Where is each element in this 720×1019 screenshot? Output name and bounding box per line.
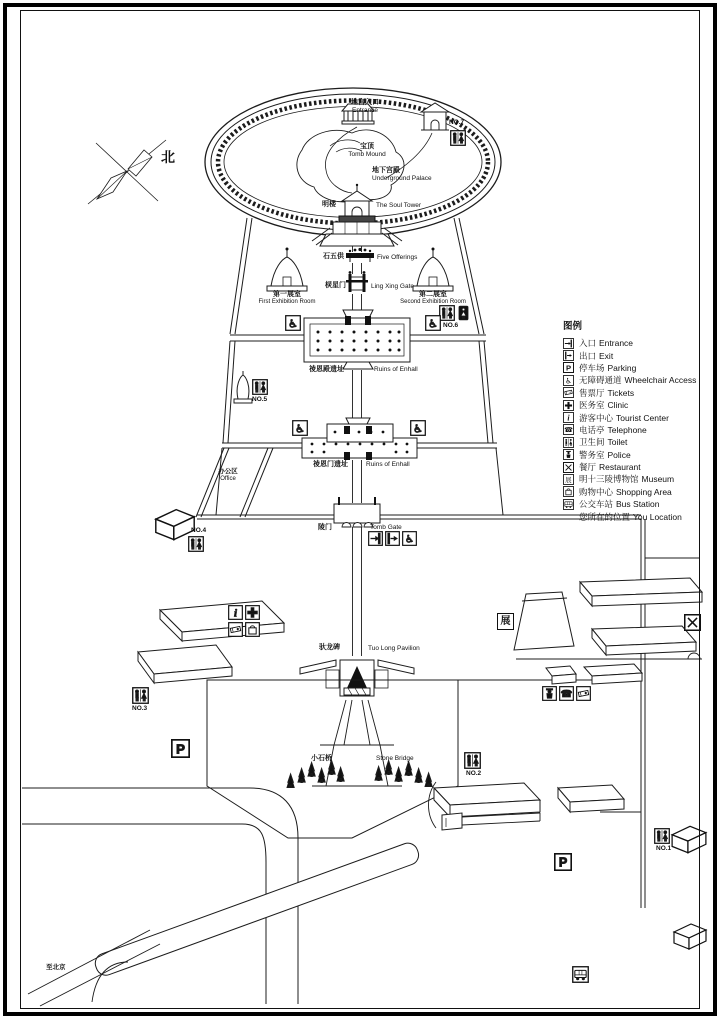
legend-item-museum: 明十三陵博物馆 Museum xyxy=(563,473,715,485)
toilet-icon-no2 xyxy=(465,753,480,768)
left-buildings xyxy=(138,510,284,683)
label-tomb-mound: 宝顶 Tomb Mound xyxy=(348,143,386,159)
marker-no6: NO.6 xyxy=(443,322,459,329)
label-soul-tower-zh: 明楼 xyxy=(322,201,336,208)
corner-building xyxy=(674,924,706,949)
wheelchair-icon-gate xyxy=(403,532,417,546)
legend-item-telephone: 电话亭 Telephone xyxy=(563,424,715,436)
tickets-icon-map-right xyxy=(577,687,591,701)
entrance-icon xyxy=(563,338,574,349)
tickets-icon-map-left xyxy=(229,623,243,637)
legend-item-tickets: 售票厅 Tickets xyxy=(563,387,715,399)
no5-monument xyxy=(234,371,252,403)
toilet-icon-no5 xyxy=(253,380,268,395)
roads xyxy=(22,788,421,1006)
label-ruins-hall-zh: 祾恩殿遗址 xyxy=(309,366,344,373)
female-room-icon xyxy=(459,306,468,320)
label-stone-bridge-zh: 小石桥 xyxy=(311,755,332,762)
police-icon xyxy=(563,449,574,460)
marker-no4: NO.4 xyxy=(191,527,207,534)
marker-no1: NO.1 xyxy=(656,845,672,852)
wheelchair-icon-lower-left xyxy=(293,421,308,436)
legend-item-restaurant: 餐厅 Restaurant xyxy=(563,461,715,473)
museum-hall-icon: 展 xyxy=(497,613,514,630)
label-first-exhibition: 第一展室 First Exhibition Room xyxy=(258,291,316,306)
toilet-icon-no3 xyxy=(133,688,148,703)
legend-item-toilet: 卫生间 Toilet xyxy=(563,436,715,448)
exit-icon-gate xyxy=(386,532,400,546)
wheelchair-icon-upper-right xyxy=(426,316,441,331)
label-soul-tower-en: The Soul Tower xyxy=(376,202,422,209)
tickets-icon xyxy=(563,387,574,398)
label-underground-palace: 地下宫殿 Underground Palace xyxy=(372,167,432,183)
parking-icon xyxy=(563,362,574,373)
restaurant-icon-map xyxy=(685,615,700,630)
toilet-icon xyxy=(563,437,574,448)
five-offerings-altar xyxy=(346,248,374,262)
lingen-hall-ruins-platform xyxy=(304,310,410,369)
no4-building xyxy=(156,510,194,540)
label-second-exhibition: 第二展室 Second Exhibition Room xyxy=(400,291,466,306)
tuolong-pavilion-structure xyxy=(300,660,414,696)
second-exhibition-building xyxy=(413,248,453,292)
lingxing-gate-structure xyxy=(346,271,368,292)
label-underground-entrance: 地宫入口 Entrance xyxy=(351,99,379,115)
legend-item-wheelchair: 无障碍通道 Wheelchair Access xyxy=(563,374,715,386)
wheelchair-icon-lower-right xyxy=(411,421,426,436)
label-tomb-gate-zh: 陵门 xyxy=(318,524,332,531)
legend-title: 图例 xyxy=(563,321,583,332)
telephone-icon xyxy=(563,424,574,435)
no1-building xyxy=(672,826,706,852)
legend-item-bus-station: 公交车站 Bus Station xyxy=(563,498,715,510)
label-tuolong-en: Tuo Long Pavilion xyxy=(368,645,420,652)
label-tomb-gate-en: Tomb Gate xyxy=(370,524,402,531)
restaurant-icon xyxy=(563,462,574,473)
parking-icon-south xyxy=(555,854,571,870)
no7-building xyxy=(421,103,449,130)
bus-station-icon-map xyxy=(573,967,588,982)
museum-icon xyxy=(563,474,574,485)
label-ruins-gate-zh: 祾恩门遗址 xyxy=(313,461,348,468)
legend-item-police: 警务室 Police xyxy=(563,449,715,461)
wheelchair-icon xyxy=(563,375,574,386)
wheelchair-icon-upper-left xyxy=(286,316,301,331)
label-to-beijing: 至北京 xyxy=(46,964,66,971)
label-five-offerings-en: Five Offerings xyxy=(377,254,418,261)
toilet-icon-no7 xyxy=(451,131,466,146)
legend-panel xyxy=(563,318,715,523)
tomb-gate-building xyxy=(334,497,380,527)
legend-item-parking: 停车场 Parking xyxy=(563,362,715,374)
tourist-center-icon-map xyxy=(229,606,243,620)
bridge-plaza-outline xyxy=(207,680,641,838)
marker-no5: NO.5 xyxy=(252,396,268,403)
clinic-icon xyxy=(563,400,574,411)
police-icon-map xyxy=(543,687,557,701)
legend-item-entrance: 入口 Entrance xyxy=(563,337,715,349)
tree-row xyxy=(287,761,432,789)
exit-icon xyxy=(563,350,574,361)
label-ruins-gate-en: Ruins of Enhall xyxy=(366,461,410,468)
right-precinct xyxy=(514,519,702,908)
label-office: 办公区 Office xyxy=(218,468,238,482)
entrance-icon-gate xyxy=(369,532,383,546)
soul-tower-building xyxy=(312,184,402,246)
toilet-icon-no4 xyxy=(189,537,204,552)
toilet-icon-no1 xyxy=(655,829,670,844)
label-stone-bridge-en: Stone Bridge xyxy=(376,755,414,762)
lingen-gate-ruins-platform xyxy=(302,418,417,460)
bus-station-icon xyxy=(563,499,574,510)
marker-no3: NO.3 xyxy=(132,705,148,712)
label-ruins-hall-en: Ruins of Enhall xyxy=(374,366,418,373)
you-location-icon-placeholder xyxy=(563,511,574,522)
clinic-icon-map xyxy=(246,606,260,620)
burial-mound xyxy=(297,127,432,202)
shopping-icon xyxy=(563,486,574,497)
marker-no2: NO.2 xyxy=(466,770,482,777)
label-tuolong-zh: 驮龙碑 xyxy=(319,644,340,651)
telephone-icon-map xyxy=(560,687,574,701)
toilet-icon-no6 xyxy=(440,306,455,321)
label-lingxing-gate-zh: 棂星门 xyxy=(325,282,346,289)
parking-icon-west xyxy=(172,740,189,757)
legend-item-exit: 出口 Exit xyxy=(563,349,715,361)
legend-item-tourist-center: 游客中心 Tourist Center xyxy=(563,411,715,423)
label-five-offerings-zh: 石五供 xyxy=(323,253,344,260)
label-lingxing-gate-en: Ling Xing Gate xyxy=(371,283,415,290)
shopping-icon-map xyxy=(246,623,260,637)
marker-no7: NO.7 xyxy=(449,119,465,126)
legend-item-shopping: 购物中心 Shopping Area xyxy=(563,486,715,498)
legend-item-you-location: 您所在的位置 You Location xyxy=(563,510,715,522)
north-label: 北 xyxy=(161,149,175,165)
compass-rose xyxy=(88,140,166,204)
tourist-center-icon xyxy=(563,412,574,423)
legend-item-clinic: 医务室 Clinic xyxy=(563,399,715,411)
